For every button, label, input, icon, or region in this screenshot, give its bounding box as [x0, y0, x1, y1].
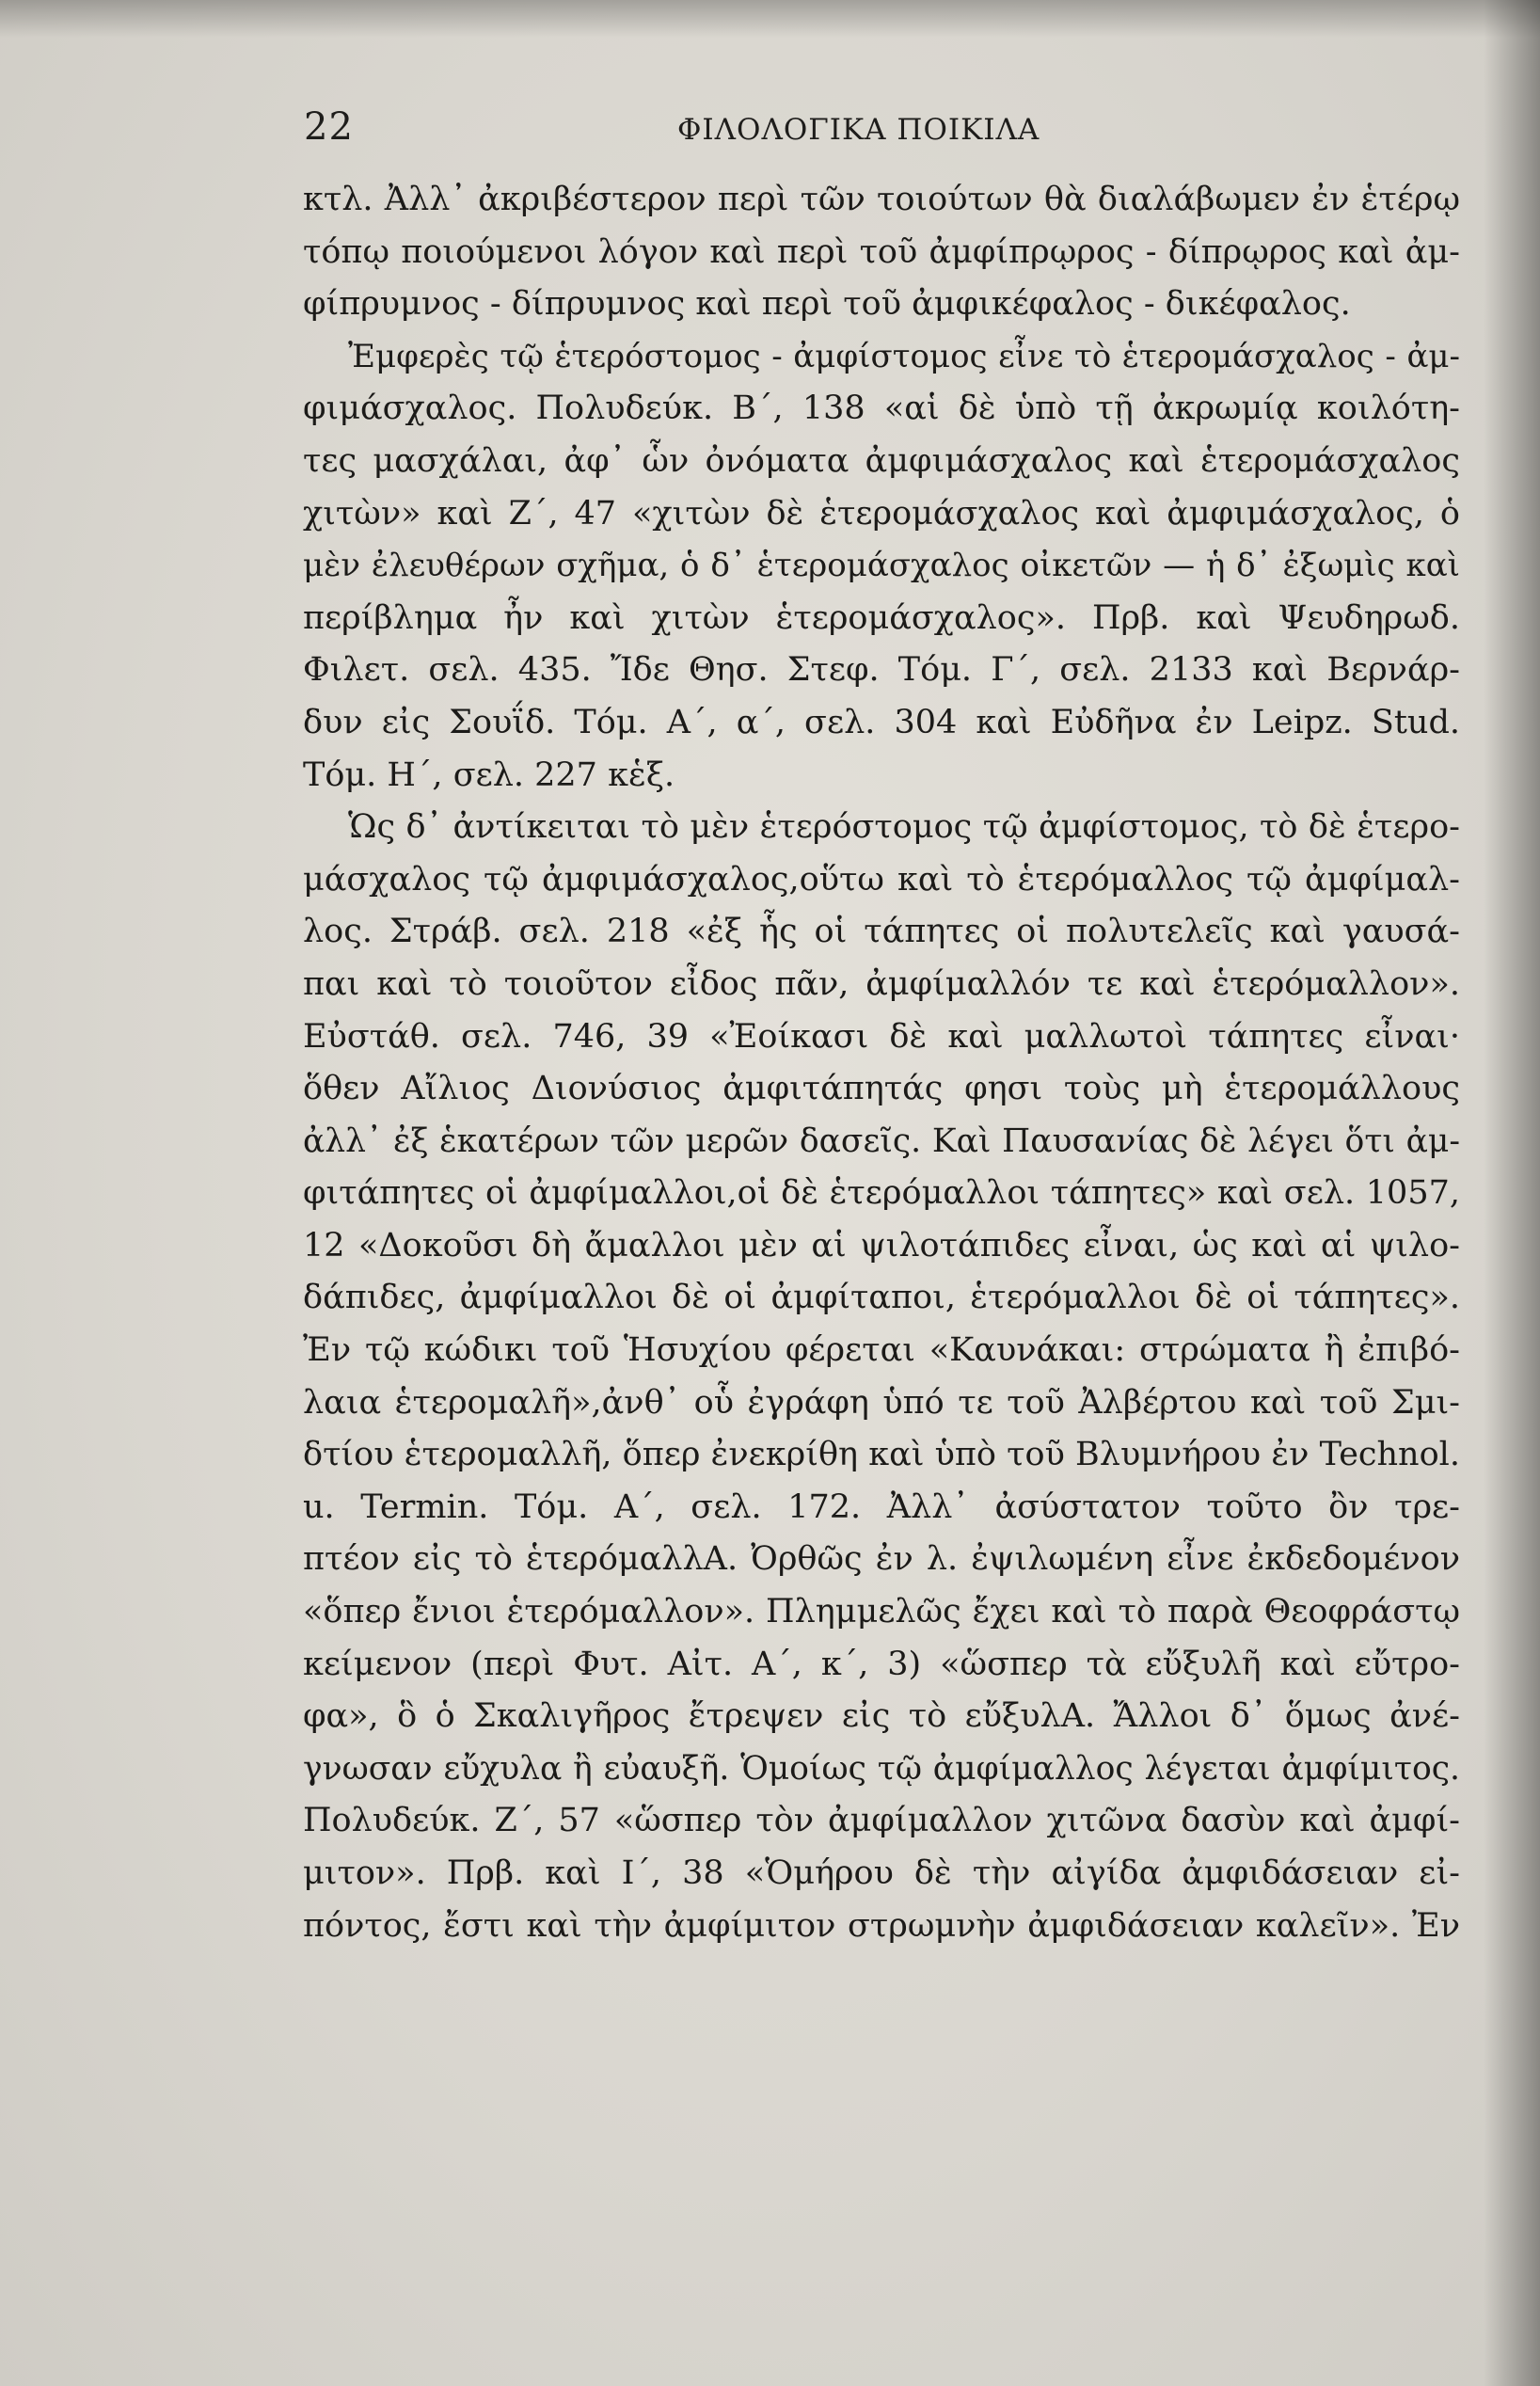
- running-head: ΦΙΛΟΛΟΓΙΚΑ ΠΟΙΚΙΛΑ: [677, 113, 1040, 147]
- text-line: Ἐμφερὲς τῷ ἑτερόστομος - ἀμφίστομος εἶνε τὸ ἑτερομάσχαλος - ἀμ-: [348, 337, 1460, 375]
- text-line: μάσχαλος τῷ ἀμφιμάσχαλος,οὕτω καὶ τὸ ἑτερόμαλλος τῷ ἀμφίμαλ-: [303, 860, 1460, 899]
- text-line: κτλ. Ἀλλ᾿ ἀκριβέστερον περὶ τῶν τοιούτων θὰ διαλάβωμεν ἐν ἑτέρῳ: [303, 181, 1460, 218]
- text-line: ἀλλ᾿ ἐξ ἑκατέρων τῶν μερῶν δασεῖς. Καὶ Παυσανίας δὲ λέγει ὅτι ἀμ-: [303, 1121, 1460, 1160]
- text-line: λος. Στράβ. σελ. 218 «ἐξ ἧς οἱ τάπητες οἱ πολυτελεῖς καὶ γαυσά-: [303, 913, 1460, 951]
- text-line: περίβλημα ἦν καὶ χιτὼν ἑτερομάσχαλος». Πρβ. καὶ Ψευδηρωδ.: [303, 598, 1460, 637]
- text-line: λαια ἑτερομαλῆ»,ἀνθ᾿ οὗ ἐγράφη ὑπό τε τοῦ Ἀλβέρτου καὶ τοῦ Σμι-: [303, 1383, 1460, 1422]
- text-line: φιμάσχαλος. Πολυδεύκ. Β΄, 138 «αἱ δὲ ὑπὸ τῇ ἀκρωμίᾳ κοιλότη-: [303, 390, 1460, 428]
- text-line: Πολυδεύκ. Ζ΄, 57 «ὥσπερ τὸν ἀμφίμαλλον χιτῶνα δασὺν καὶ ἀμφί-: [303, 1802, 1460, 1840]
- text-line: φα», ὃ ὁ Σκαλιγῆρος ἔτρεψεν εἰς τὸ εὔξυλΑ. Ἄλλοι δ᾿ ὅμως ἀνέ-: [303, 1697, 1460, 1736]
- text-line: Εὐστάθ. σελ. 746, 39 «Ἐοίκασι δὲ καὶ μαλλωτοὶ τάπητες εἶναι·: [303, 1017, 1460, 1056]
- text-line: τες μασχάλαι, ἀφ᾿ ὧν ὀνόματα ἀμφιμάσχαλος καὶ ἑτερομάσχαλος: [303, 441, 1460, 480]
- page-number: 22: [304, 105, 354, 149]
- text-line: φιτάπητες οἱ ἀμφίμαλλοι,οἱ δὲ ἑτερόμαλλοι τάπητες» καὶ σελ. 1057,: [303, 1174, 1460, 1213]
- text-line: ὅθεν Αἴλιος Διονύσιος ἀμφιτάπητάς φησι τοὺς μὴ ἑτερομάλλους: [303, 1070, 1460, 1108]
- text-line: μὲν ἐλευθέρων σχῆμα, ὁ δ᾿ ἑτερομάσχαλος οἰκετῶν — ἡ δ᾿ ἐξωμὶς καὶ: [303, 547, 1460, 585]
- text-line: γνωσαν εὔχυλα ἢ εὐαυξῆ. Ὁμοίως τῷ ἀμφίμαλλος λέγεται ἀμφίμιτος.: [303, 1749, 1460, 1788]
- page-edge-shadow: [1484, 0, 1540, 2386]
- text-line: κείμενον (περὶ Φυτ. Αἰτ. Α΄, κ΄, 3) «ὥσπερ τὰ εὔξυλῆ καὶ εὔτρο-: [303, 1645, 1460, 1683]
- text-line: Ἐν τῷ κώδικι τοῦ Ἡσυχίου φέρεται «Καυνάκαι: στρώματα ἢ ἐπιβό-: [303, 1331, 1460, 1370]
- text-line: χιτὼν» καὶ Ζ΄, 47 «χιτὼν δὲ ἑτερομάσχαλος καὶ ἀμφιμάσχαλος, ὁ: [303, 494, 1460, 533]
- body-text: [303, 174, 1460, 1952]
- text-line: μιτον». Πρβ. καὶ Ι΄, 38 «Ὁμήρου δὲ τὴν αἰγίδα ἀμφιδάσειαν εἰ-: [303, 1854, 1460, 1892]
- text-line: δυν εἰς Σουΐδ. Τόμ. Α΄, α΄, σελ. 304 καὶ Εὐδῆνα ἐν Leipz. Stud.: [303, 703, 1460, 741]
- text-line: u. Termin. Τόμ. Α΄, σελ. 172. Ἀλλ᾿ ἀσύστατον τοῦτο ὂν τρε-: [303, 1487, 1460, 1526]
- text-line: παι καὶ τὸ τοιοῦτον εἶδος πᾶν, ἀμφίμαλλόν τε καὶ ἑτερόμαλλον».: [303, 964, 1460, 1003]
- text-line: τόπῳ ποιούμενοι λόγον καὶ περὶ τοῦ ἀμφίπρῳρος - δίπρῳρος καὶ ἀμ-: [303, 232, 1460, 271]
- text-line: δτίου ἑτερομαλλῆ, ὅπερ ἐνεκρίθη καὶ ὑπὸ τοῦ Βλυμνήρου ἐν Technol.: [303, 1436, 1460, 1474]
- text-line: Ὡς δ᾿ ἀντίκειται τὸ μὲν ἑτερόστομος τῷ ἀμφίστομος, τὸ δὲ ἑτερο-: [348, 808, 1460, 847]
- text-line: δάπιδες, ἀμφίμαλλοι δὲ οἱ ἀμφίταποι, ἑτερόμαλλοι δὲ οἱ τάπητες».: [303, 1279, 1460, 1317]
- text-line: Φιλετ. σελ. 435. Ἴδε Θησ. Στεφ. Τόμ. Γ΄, σελ. 2133 καὶ Βερνάρ-: [303, 651, 1460, 690]
- text-line: 12 «Δοκοῦσι δὴ ἄμαλλοι μὲν αἱ ψιλοτάπιδες εἶναι, ὡς καὶ αἱ ψιλο-: [303, 1226, 1460, 1265]
- text-line: πτέον εἰς τὸ ἑτερόμαλλΑ. Ὀρθῶς ἐν λ. ἐψιλωμένη εἶνε ἐκδεδομένον: [303, 1540, 1460, 1579]
- text-line: φίπρυμνος - δίπρυμνος καὶ περὶ τοῦ ἀμφικέφαλος - δικέφαλος.: [303, 285, 1351, 324]
- page-top-shadow: [0, 0, 1540, 38]
- text-line: «ὅπερ ἔνιοι ἑτερόμαλλον». Πλημμελῶς ἔχει καὶ τὸ παρὰ Θεοφράστῳ: [303, 1593, 1460, 1631]
- text-line: Τόμ. Η΄, σελ. 227 κἑξ.: [303, 756, 675, 794]
- text-line: πόντος, ἔστι καὶ τὴν ἀμφίμιτον στρωμνὴν ἀμφιδάσειαν καλεῖν». Ἐν: [303, 1906, 1460, 1945]
